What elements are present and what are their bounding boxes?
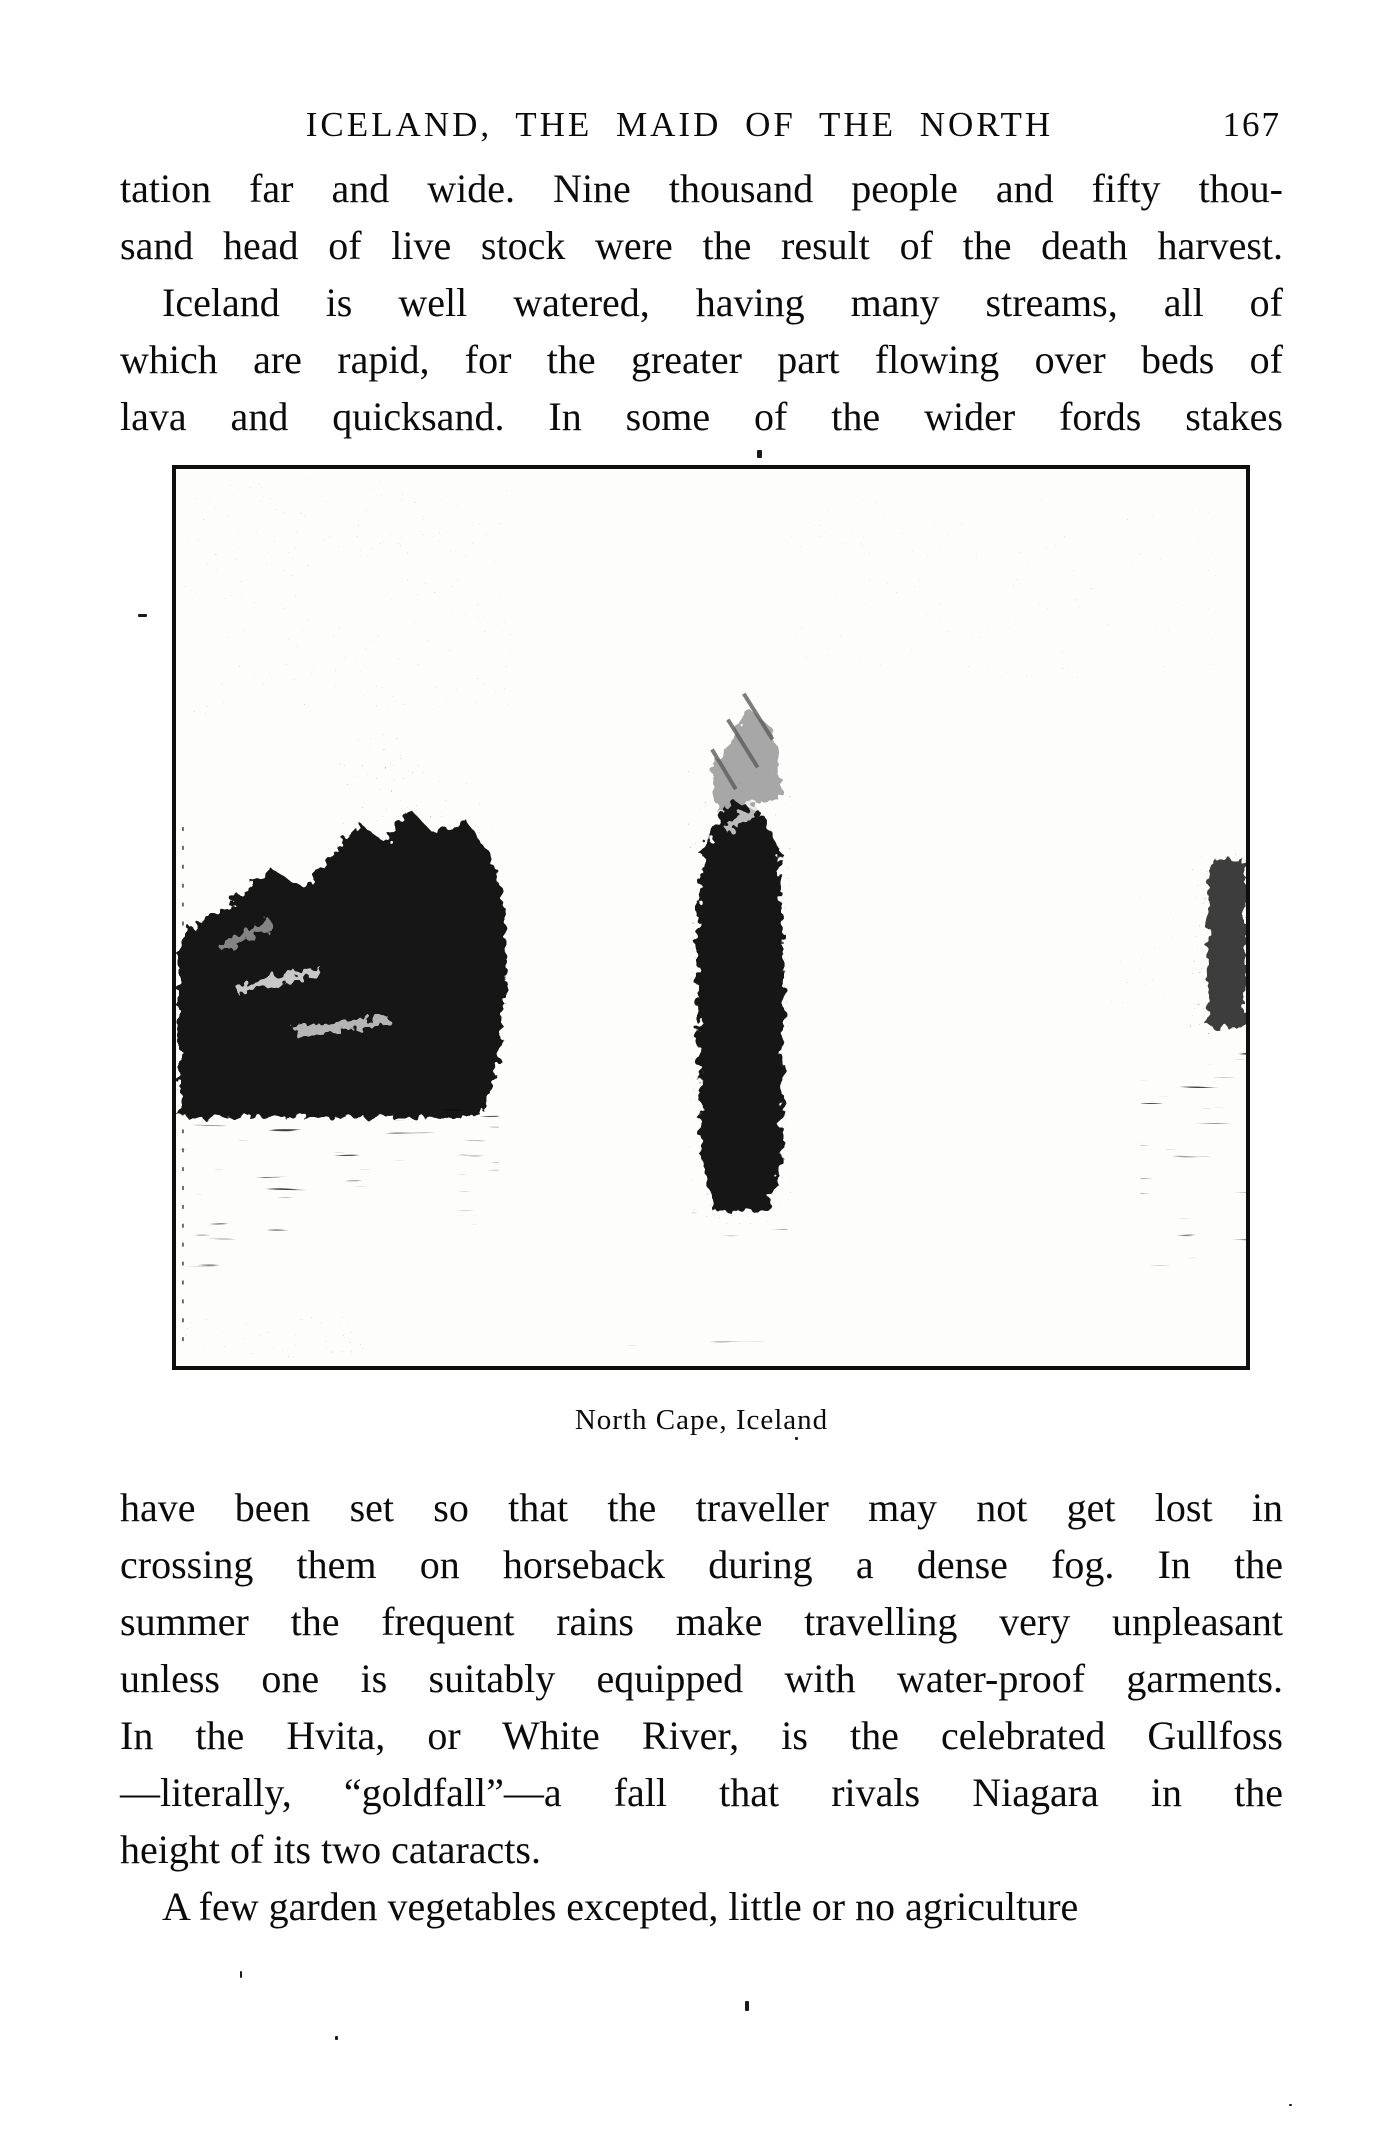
scan-speck — [795, 1437, 798, 1440]
figure-caption: North Cape, Iceland — [574, 1404, 829, 1436]
body-line: summer the frequent rains make travelling very unpleasant — [120, 1599, 1283, 1644]
page-number: 167 — [1222, 105, 1281, 144]
body-line: height of its two cataracts. — [120, 1827, 541, 1872]
body-line: unless one is suitably equipped with water-proof garments. — [120, 1656, 1283, 1701]
body-line: Iceland is well watered, having many streams, all of — [162, 280, 1283, 325]
body-line: tation far and wide. Nine thousand people and fifty thou- — [120, 166, 1283, 211]
body-line: In the Hvita, or White River, is the celebrated Gullfoss — [120, 1713, 1283, 1758]
body-line: sand head of live stock were the result of the death harvest. — [120, 223, 1283, 268]
body-line: crossing them on horseback during a dense fog. In the — [120, 1542, 1283, 1587]
body-line: —literally, “goldfall”—a fall that rivals Niagara in the — [120, 1770, 1283, 1815]
body-line: A few garden vegetables excepted, little or no agriculture — [162, 1884, 1079, 1929]
scan-speck — [138, 614, 147, 617]
scan-speck — [335, 2036, 338, 2040]
figure-photo — [176, 469, 1246, 1366]
paragraph-bottom — [120, 1479, 1283, 1935]
running-head-title: ICELAND, THE MAID OF THE NORTH — [305, 105, 1054, 144]
scan-speck — [240, 1971, 242, 1978]
body-line: lava and quicksand. In some of the wider fords stakes — [120, 394, 1283, 439]
scan-speck — [1289, 2104, 1292, 2106]
page-header — [120, 101, 1283, 151]
body-line: which are rapid, for the greater part flowing over beds of — [120, 337, 1283, 382]
scan-speck — [745, 2001, 749, 2011]
paragraph-top — [120, 160, 1283, 445]
scan-speck — [757, 450, 762, 458]
photo-frame — [172, 465, 1250, 1370]
body-line: have been set so that the traveller may not get lost in — [120, 1485, 1283, 1530]
